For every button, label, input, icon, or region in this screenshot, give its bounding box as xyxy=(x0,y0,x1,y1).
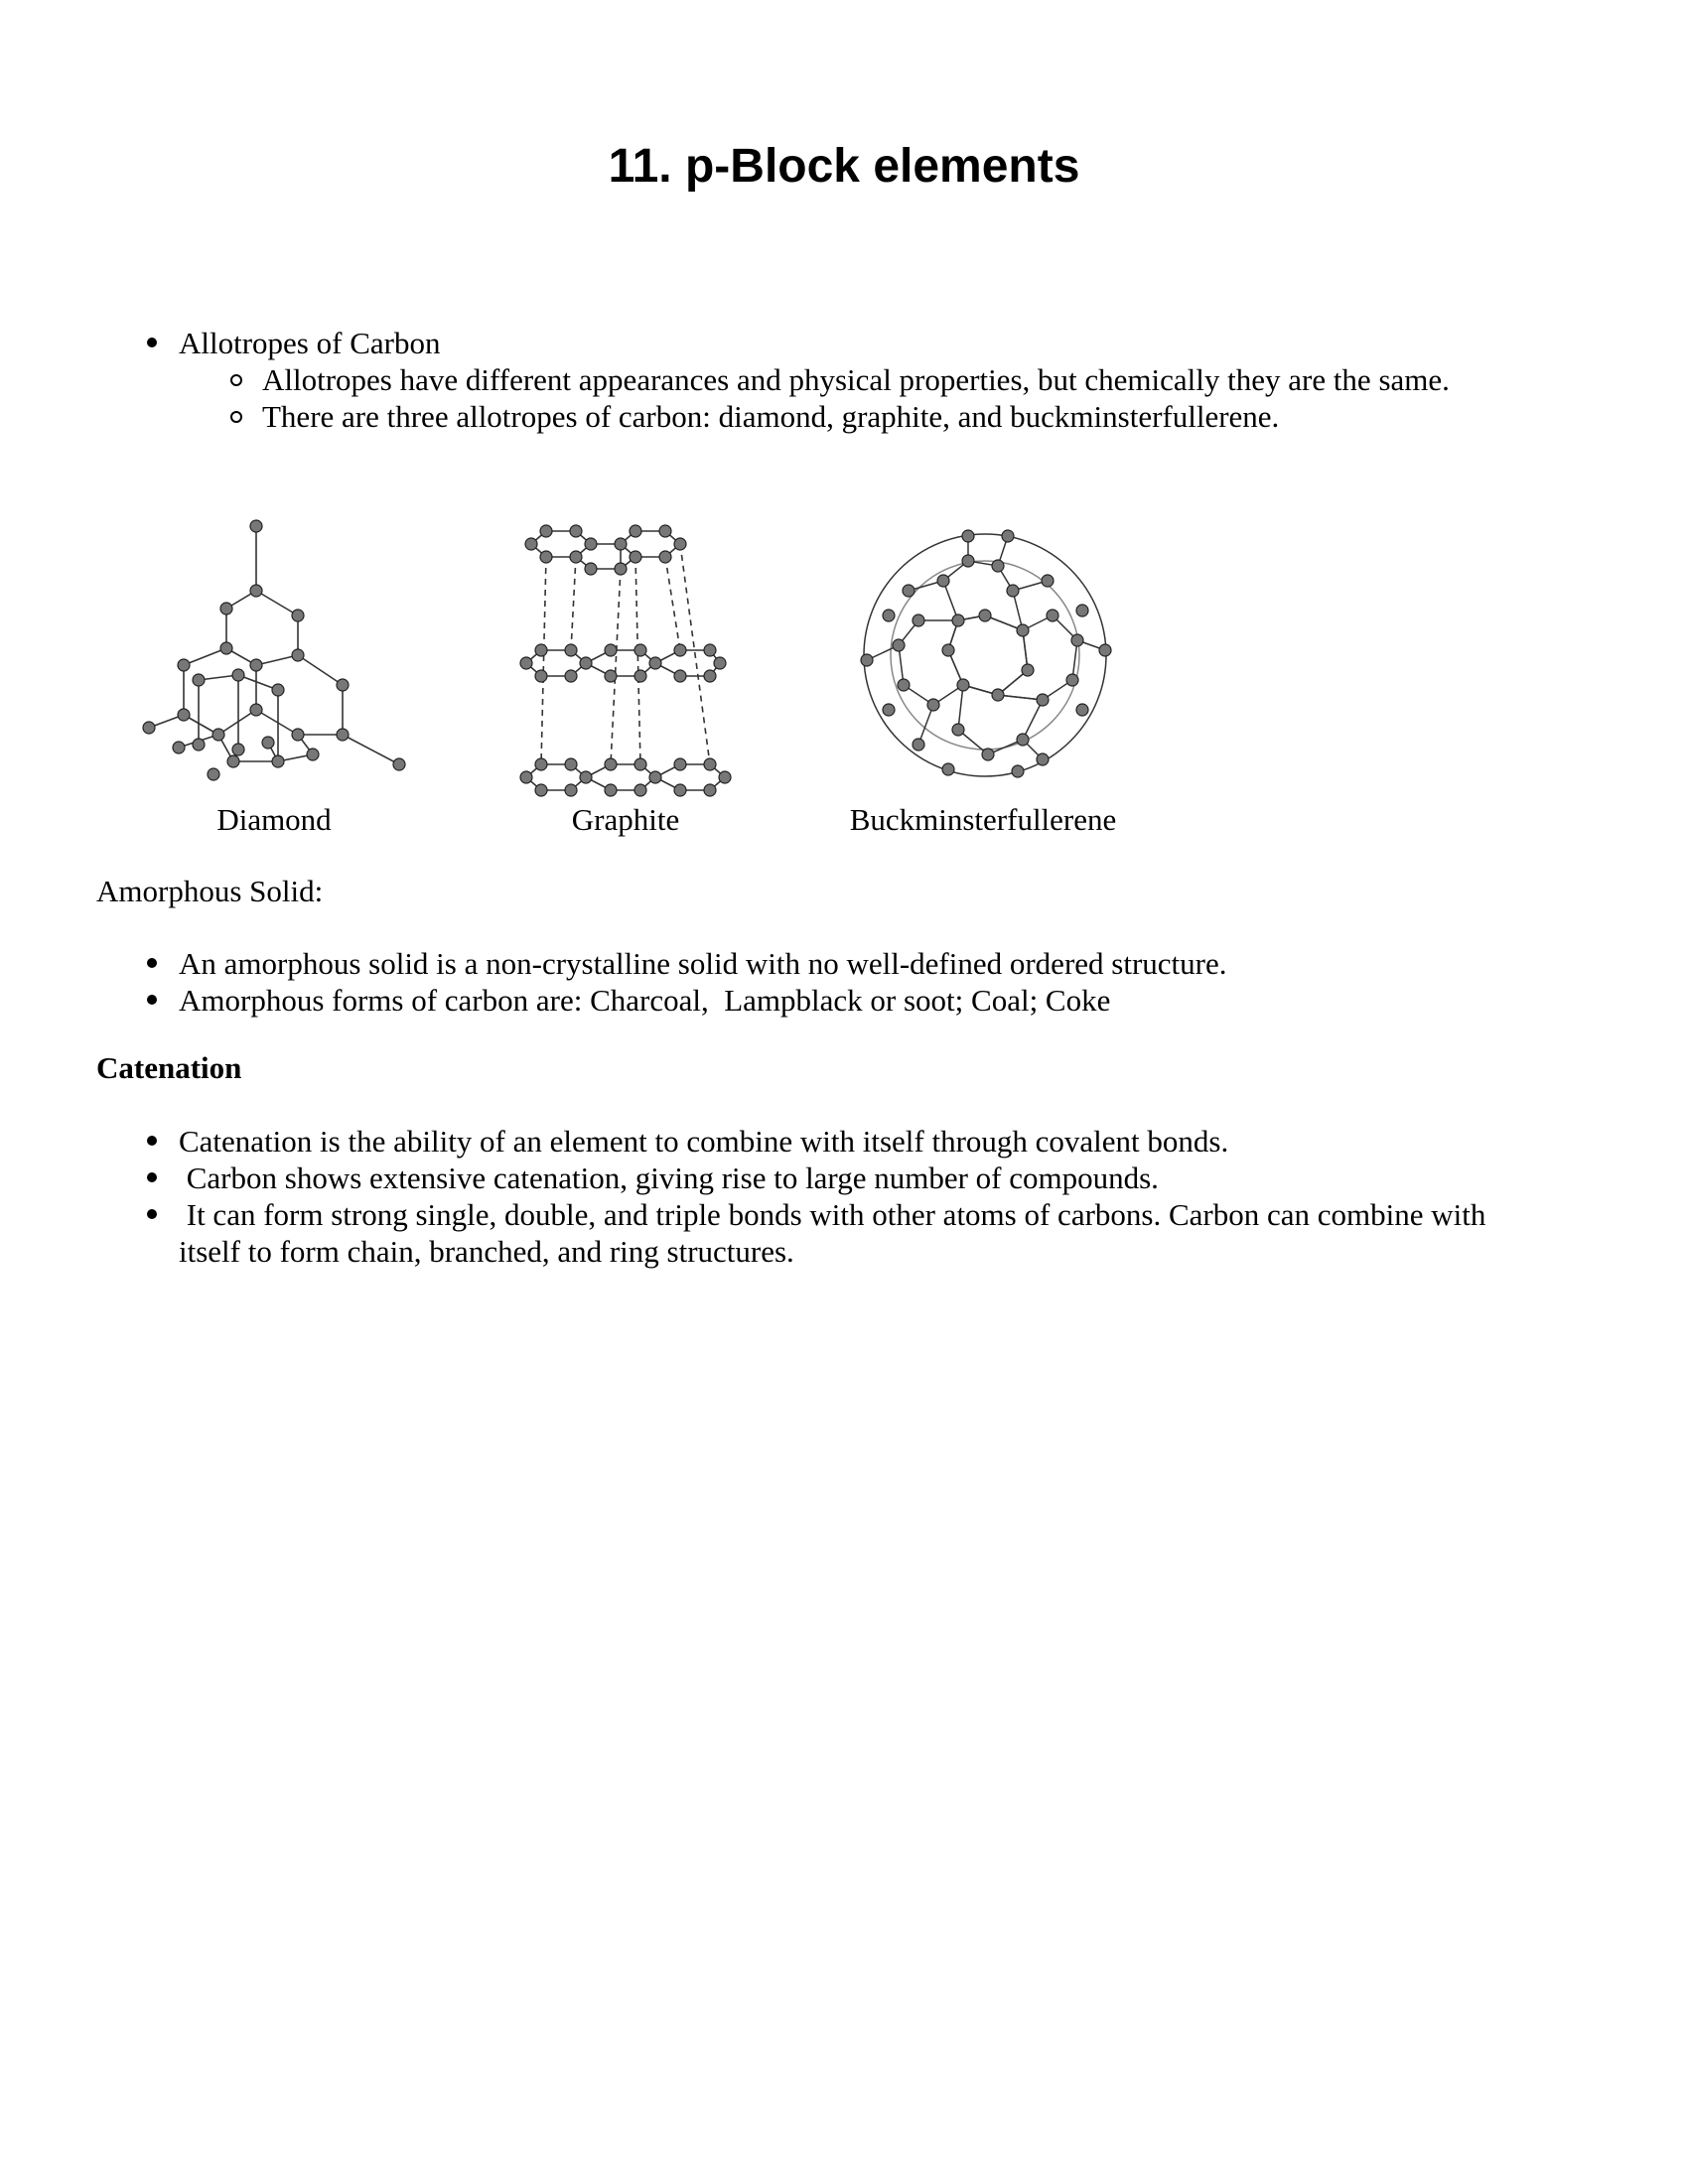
allotropes-heading: Allotropes of Carbon xyxy=(179,326,441,360)
catenation-point-1: Catenation is the ability of an element to combine with itself through covalent bonds. xyxy=(179,1124,1229,1159)
bullet-icon xyxy=(147,1209,157,1219)
diamond-caption: Diamond xyxy=(216,802,332,837)
amorphous-point-1: An amorphous solid is a non-crystalline solid with no well-defined ordered structure. xyxy=(179,946,1227,981)
catenation-point-3-continued: itself to form chain, branched, and ring structures. xyxy=(179,1234,794,1269)
allotropes-point-2: There are three allotropes of carbon: diamond, graphite, and buckminsterfullerene. xyxy=(262,399,1280,434)
amorphous-point-2: Amorphous forms of carbon are: Charcoal, Lampblack or soot; Coal; Coke xyxy=(179,983,1111,1018)
bullet-circle-icon xyxy=(230,411,242,423)
diamond-structure xyxy=(139,511,417,789)
bullet-icon xyxy=(147,338,157,347)
amorphous-heading: Amorphous Solid: xyxy=(96,874,324,908)
catenation-heading: Catenation xyxy=(96,1050,242,1085)
graphite-caption: Graphite xyxy=(571,802,680,837)
allotropes-point-1: Allotropes have different appearances and physical properties, but chemically they are the same. xyxy=(262,362,1450,397)
bullet-icon xyxy=(147,1136,157,1146)
page-title: 11. p-Block elements xyxy=(608,140,1080,193)
bullet-icon xyxy=(147,995,157,1005)
catenation-point-2: Carbon shows extensive catenation, giving rise to large number of compounds. xyxy=(179,1160,1159,1195)
bullet-icon xyxy=(147,958,157,968)
graphite-structure xyxy=(501,511,760,809)
catenation-point-3: It can form strong single, double, and triple bonds with other atoms of carbons. Carbon can combine with xyxy=(179,1197,1486,1232)
bullet-icon xyxy=(147,1172,157,1182)
buckminsterfullerene-structure xyxy=(849,521,1122,789)
bullet-circle-icon xyxy=(230,374,242,386)
buckminsterfullerene-caption: Buckminsterfullerene xyxy=(849,802,1117,837)
